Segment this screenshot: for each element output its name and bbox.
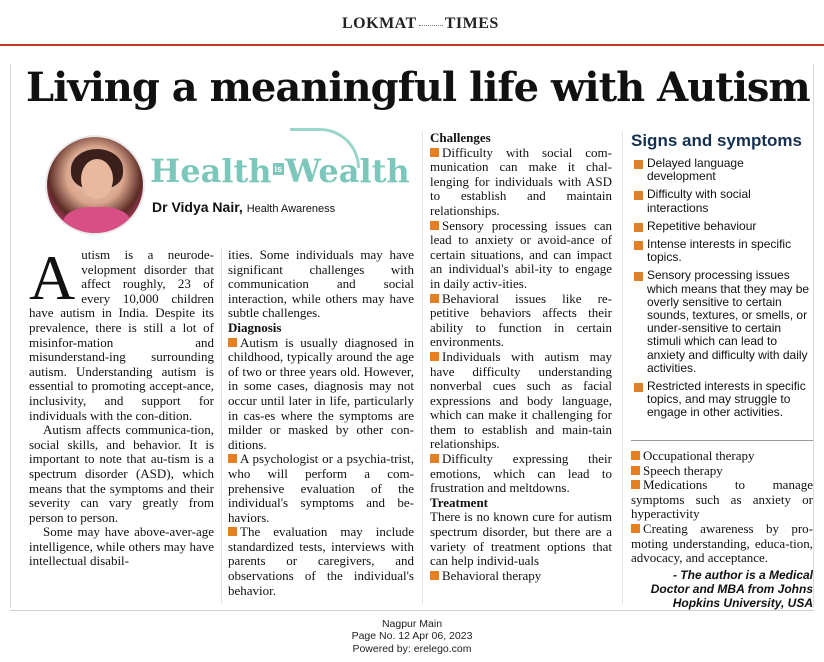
bullet-square-icon bbox=[631, 480, 640, 489]
diagnosis-heading: Diagnosis bbox=[228, 319, 282, 335]
challenge-item: Difficulty expressing their emotions, which can lead to frustration and meltdowns. bbox=[430, 451, 612, 496]
challenge-item: Individuals with autism may have difficulty understanding nonverbal cues such as facial expressions and body language, which can make it challenging for them to establish and main-tain relationships. bbox=[430, 348, 612, 452]
byline bbox=[152, 199, 335, 215]
article-headline: Living a meaningful life with Autism bbox=[26, 64, 810, 111]
bullet-square-icon bbox=[634, 160, 643, 169]
page-footer bbox=[312, 618, 512, 655]
signs-heading: Signs and symptoms bbox=[631, 131, 802, 150]
treatment-item: Behavioral therapy bbox=[430, 569, 612, 584]
bullet-square-icon bbox=[228, 338, 237, 347]
article-column-2 bbox=[228, 248, 414, 598]
frame-left-border bbox=[10, 64, 11, 608]
bullet-square-icon bbox=[634, 241, 643, 250]
bullet-square-icon bbox=[430, 454, 439, 463]
masthead bbox=[0, 0, 824, 44]
bullet-square-icon bbox=[631, 451, 640, 460]
article-column-3 bbox=[430, 131, 612, 583]
brand-part1: Health bbox=[150, 152, 272, 190]
brand-part2: Wealth bbox=[285, 152, 410, 190]
footer-rule bbox=[10, 610, 814, 611]
page-info: Page No. 12 Apr 06, 2023 bbox=[351, 630, 473, 643]
author-name: Dr Vidya Nair, bbox=[152, 199, 243, 215]
treatment-item: Occupational therapy bbox=[631, 449, 813, 464]
list-item: Repetitive behaviour bbox=[631, 220, 813, 233]
bullet-square-icon bbox=[430, 294, 439, 303]
drop-cap: A bbox=[29, 242, 76, 313]
treatment-item: Speech therapy bbox=[631, 464, 813, 479]
frame-right-border bbox=[813, 64, 814, 608]
bullet-square-icon bbox=[631, 524, 640, 533]
bullet-square-icon bbox=[634, 191, 643, 200]
signs-list bbox=[631, 157, 813, 420]
bullet-square-icon bbox=[430, 571, 439, 580]
powered-by-link[interactable]: Powered by: erelego.com bbox=[352, 642, 472, 655]
author-photo bbox=[45, 135, 145, 235]
logo-emblem-icon bbox=[419, 14, 443, 26]
bullet-square-icon bbox=[634, 223, 643, 232]
publication-logo[interactable] bbox=[342, 14, 499, 33]
diagnosis-item: Autism is usually diagnosed in childhood, typically around the age of two or three years old. However, in some cases, diagnosis may not occur until later in life, particularly in cas-es where the symptoms are milder or masked by other con-ditions. bbox=[228, 334, 414, 452]
bullet-square-icon bbox=[430, 221, 439, 230]
edition-label: Nagpur Main bbox=[381, 618, 443, 630]
list-item: Difficulty with social interactions bbox=[631, 188, 813, 214]
logo-right: TIMES bbox=[444, 15, 499, 32]
bullet-square-icon bbox=[634, 272, 643, 281]
bullet-square-icon bbox=[228, 527, 237, 536]
brand-connector: is bbox=[274, 164, 283, 174]
column-divider bbox=[622, 131, 623, 604]
column-brand bbox=[150, 152, 410, 190]
bullet-square-icon bbox=[631, 466, 640, 475]
treatment-heading: Treatment bbox=[430, 494, 488, 510]
bullet-square-icon bbox=[430, 148, 439, 157]
intro-paragraph: Autism is a neurode-velopment disorder that affect roughly, 23 of every 10,000 children have autism in India. Despite its prevalence, there is still a lot of misinfor-mation and misunderstand-ing surrounding autism. Understanding autism is essential to promoting accept-ance, inclusivity, and support for individuals with the con-dition. bbox=[29, 242, 214, 423]
treatment-item: Creating awareness by pro-moting understanding, educa-tion, advocacy, and acceptance. bbox=[631, 520, 813, 566]
bullet-square-icon bbox=[228, 454, 237, 463]
author-note: - The author is a Medical Doctor and MBA from Johns Hopkins University, USA bbox=[650, 567, 813, 610]
bullet-square-icon bbox=[430, 352, 439, 361]
author-role: Health Awareness bbox=[246, 203, 336, 215]
treatment-item: Medications to manage symptoms such as anxiety or hyperactivity bbox=[631, 477, 813, 522]
body-paragraph: There is no known cure for autism spectrum disorder, but there are a variety of treatment options that can help individ-uals bbox=[430, 509, 612, 569]
body-paragraph: Some may have above-aver-age intelligence, while others may have intellectual disabil- bbox=[29, 524, 214, 569]
list-item: Intense interests in specific topics. bbox=[631, 238, 813, 264]
column-divider bbox=[221, 248, 222, 604]
signs-sidebar bbox=[631, 131, 813, 425]
column-divider bbox=[422, 131, 423, 604]
bullet-square-icon bbox=[634, 383, 643, 392]
challenge-item: Sensory processing issues can lead to anxiety or avoid-ance of certain situations, and can impact an individual's abil-ity to engage in daily activ-ities. bbox=[430, 217, 612, 291]
masthead-rule bbox=[0, 44, 824, 46]
article-column-4 bbox=[631, 449, 813, 610]
diagnosis-item: The evaluation may include standardized tests, interviews with parents or caregivers, and observations of the individual's behavior. bbox=[228, 524, 414, 598]
list-item: Delayed language development bbox=[631, 157, 813, 183]
challenge-item: Difficulty with social com-munication can make it chal-lenging for individuals with ASD to establish and maintain relationships. bbox=[430, 144, 612, 218]
logo-left: LOKMAT bbox=[342, 15, 417, 32]
article-column-1 bbox=[29, 242, 214, 569]
signs-divider bbox=[631, 440, 813, 441]
challenges-heading: Challenges bbox=[430, 130, 491, 145]
list-item: Restricted interests in specific topics, and may struggle to engage in other activities. bbox=[631, 380, 813, 420]
list-item: Sensory processing issues which means that they may be overly sensitive to certain sounds, textures, or smells, or under-sensitive to certain stimuli which can lead to anxiety and difficulty with daily activities. bbox=[631, 269, 813, 375]
diagnosis-item: A psychologist or a psychia-trist, who will perform a com-prehensive evaluation of the individual's symptoms and be-haviors. bbox=[228, 451, 414, 525]
challenge-item: Behavioral issues like re-petitive behaviors affects their ability to function in certain environments. bbox=[430, 290, 612, 350]
body-paragraph: ities. Some individuals may have significant challenges with communication and social interaction, while others may have subtle challenges. bbox=[228, 247, 414, 321]
body-paragraph: Autism affects communica-tion, social skills, and behavior. It is important to note that au-tism is a spectrum disorder (ASD), which means that the symptoms and their severity can vary greatly from person to person. bbox=[29, 422, 214, 525]
